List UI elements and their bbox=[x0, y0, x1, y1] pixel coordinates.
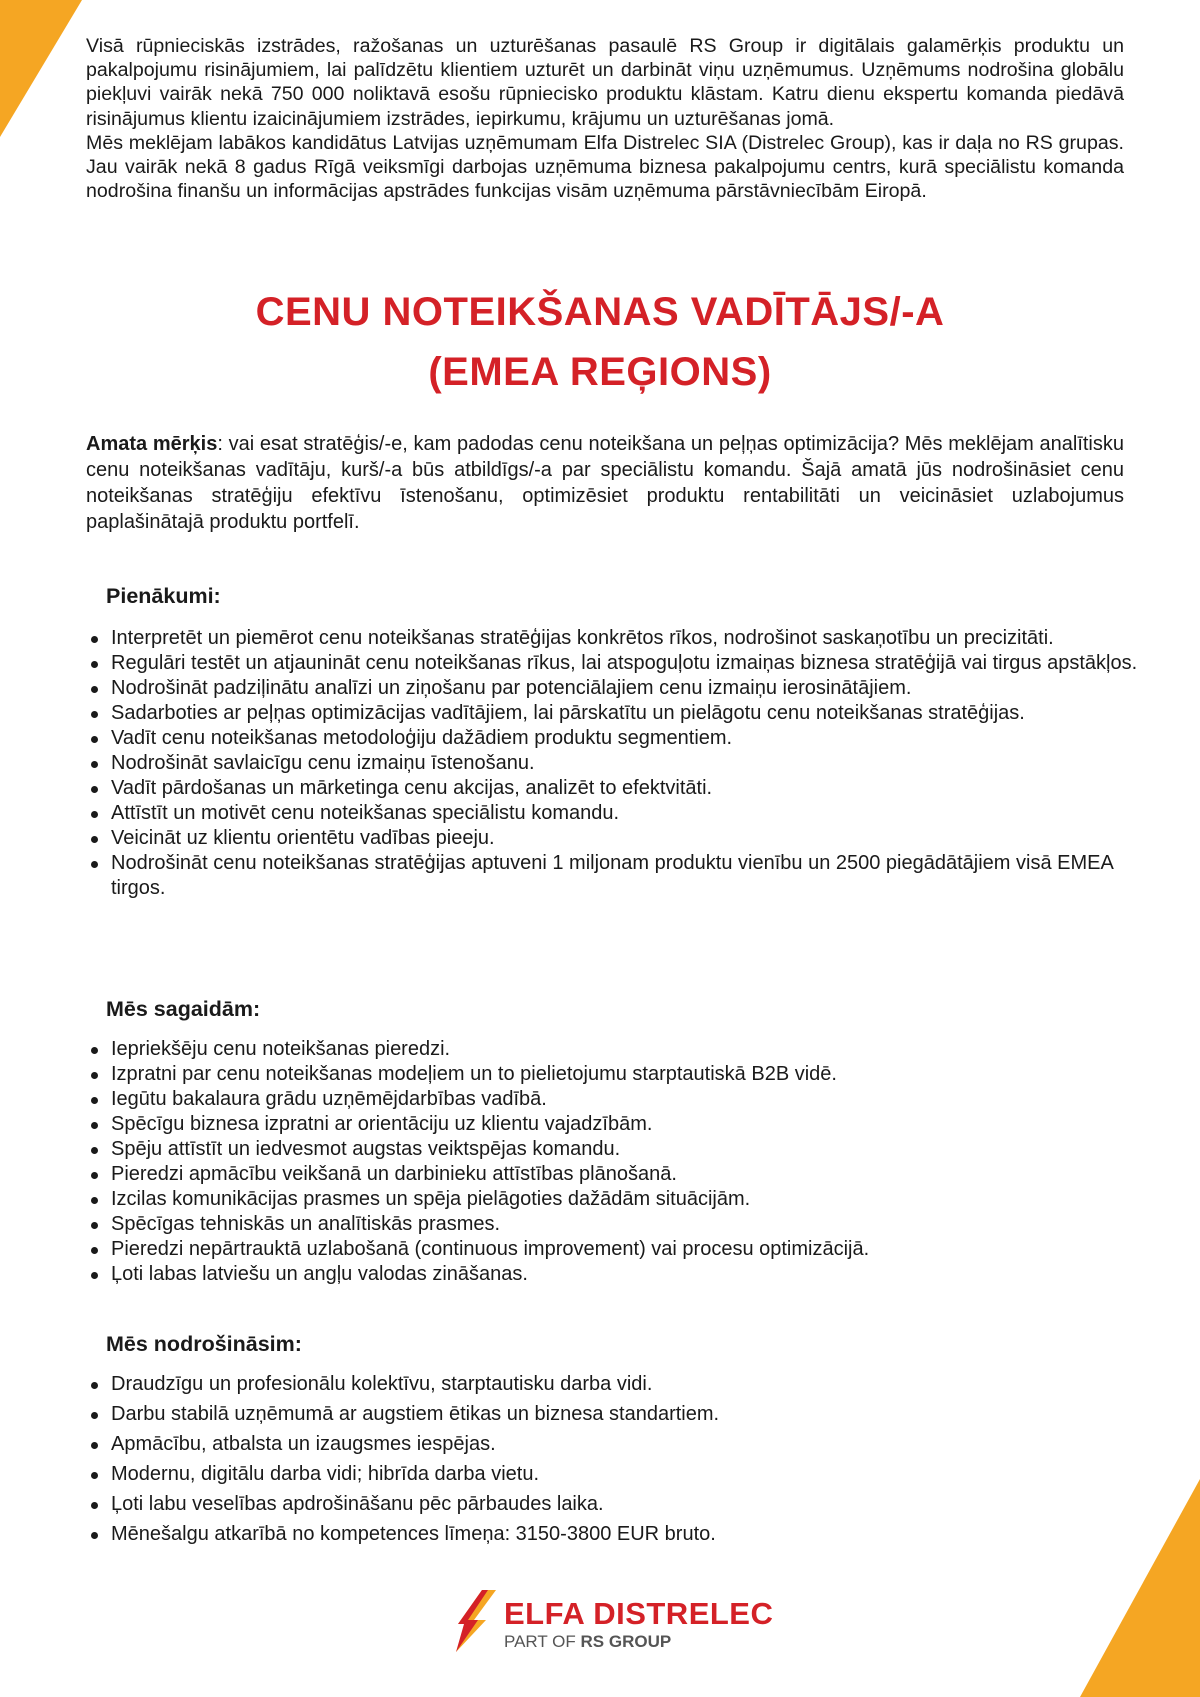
list-item: Nodrošināt padziļinātu analīzi un ziņošanu par potenciālajiem cenu izmaiņu ierosinātājiem. bbox=[111, 676, 1151, 701]
list-item: Vadīt cenu noteikšanas metodoloģiju dažādiem produktu segmentiem. bbox=[111, 726, 1151, 751]
duties-list bbox=[86, 626, 1151, 901]
intro-text bbox=[86, 34, 1124, 203]
list-item: Nodrošināt savlaicīgu cenu izmaiņu īstenošanu. bbox=[111, 751, 1151, 776]
list-item: Izcilas komunikācijas prasmes un spēja pielāgoties dažādām situācijām. bbox=[111, 1187, 1151, 1212]
list-item: Attīstīt un motivēt cenu noteikšanas speciālistu komandu. bbox=[111, 801, 1151, 826]
tagline-group: RS GROUP bbox=[580, 1632, 672, 1651]
list-item: Izpratni par cenu noteikšanas modeļiem un to pielietojumu starptautiskā B2B vidē. bbox=[111, 1062, 1151, 1087]
tagline-prefix: PART OF bbox=[504, 1632, 581, 1651]
list-item: Iepriekšēju cenu noteikšanas pieredzi. bbox=[111, 1037, 1151, 1062]
list-item: Interpretēt un piemērot cenu noteikšanas stratēģijas konkrētos rīkos, nodrošinot saskaņotību un precizitāti. bbox=[111, 626, 1151, 651]
list-item: Spēju attīstīt un iedvesmot augstas veiktspējas komandu. bbox=[111, 1137, 1151, 1162]
list-item: Pieredzi nepārtrauktā uzlabošanā (continuous improvement) vai procesu optimizācijā. bbox=[111, 1237, 1151, 1262]
list-item: Ļoti labu veselības apdrošināšanu pēc pārbaudes laika. bbox=[111, 1492, 1151, 1517]
list-item: Regulāri testēt un atjaunināt cenu noteikšanas rīkus, lai atspoguļotu izmaiņas biznesa stratēģijā vai tirgus apstākļos. bbox=[111, 651, 1151, 676]
list-item: Nodrošināt cenu noteikšanas stratēģijas aptuveni 1 miljonam produktu vienību un 2500 piegādātājiem visā EMEA tirgos. bbox=[111, 851, 1151, 901]
lightning-bolt-icon bbox=[452, 1590, 500, 1652]
list-item: Veicināt uz klientu orientētu vadības pieeju. bbox=[111, 826, 1151, 851]
intro-paragraph-hiring: Mēs meklējam labākos kandidātus Latvijas uzņēmumam Elfa Distrelec SIA (Distrelec Group), kas ir daļa no RS grupas. Jau vairāk nekā 8 gadus Rīgā veiksmīgi darbojas uzņēmuma biznesa pakalpojumu centrs, kurā speciālistu komanda nodrošina finanšu un informācijas apstrādes funkcijas visām uzņēmuma pārstāvniecībām Eiropā. bbox=[86, 131, 1124, 203]
job-title-line-1: CENU NOTEIKŠANAS VADĪTĀJS/-A bbox=[255, 290, 945, 334]
list-item: Ļoti labas latviešu un angļu valodas zināšanas. bbox=[111, 1262, 1151, 1287]
intro-paragraph-company: Visā rūpnieciskās izstrādes, ražošanas un uzturēšanas pasaulē RS Group ir digitālais galamērķis produktu un pakalpojumu risinājumiem, lai palīdzētu klientiem uzturēt un darbināt viņu uzņēmumus. Uzņēmums nodrošina globālu piekļuvi vairāk nekā 750 000 noliktavā esošu rūpniecisko produktu klāstam. Katru dienu ekspertu komanda piedāvā risinājumus klientu izaicinājumiem izstrādes, iepirkumu, krājumu un uzturēšanas jomā. bbox=[86, 35, 1124, 130]
offers-list bbox=[86, 1372, 1151, 1552]
job-purpose bbox=[86, 431, 1124, 535]
brand-tagline bbox=[504, 1632, 671, 1652]
job-title-line-2: (EMEA REĢIONS) bbox=[428, 350, 772, 394]
corner-decoration-top-left bbox=[0, 0, 82, 137]
list-item: Pieredzi apmācību veikšanā un darbinieku attīstības plānošanā. bbox=[111, 1162, 1151, 1187]
list-item: Sadarboties ar peļņas optimizācijas vadītājiem, lai pārskatītu un pielāgotu cenu noteikšanas stratēģijas. bbox=[111, 701, 1151, 726]
job-purpose-label: Amata mērķis bbox=[86, 433, 218, 455]
requirements-heading: Mēs sagaidām: bbox=[106, 997, 261, 1021]
list-item: Draudzīgu un profesionālu kolektīvu, starptautisku darba vidi. bbox=[111, 1372, 1151, 1397]
brand-name: ELFA DISTRELEC bbox=[504, 1596, 774, 1631]
job-purpose-text: : vai esat stratēģis/-e, kam padodas cenu noteikšana un peļņas optimizācija? Mēs meklējam analītisku cenu noteikšanas vadītāju, kurš/-a būs atbildīgs/-a par speciālistu komandu. Šajā amatā jūs nodrošināsiet cenu noteikšanas stratēģiju efektīvu īstenošanu, optimizēsiet produktu rentabilitāti un veicināsiet uzlabojumus paplašinātajā produktu portfelī. bbox=[86, 433, 1124, 533]
duties-heading: Pienākumi: bbox=[106, 584, 221, 608]
list-item: Darbu stabilā uzņēmumā ar augstiem ētikas un biznesa standartiem. bbox=[111, 1402, 1151, 1427]
company-logo bbox=[452, 1590, 812, 1680]
list-item: Spēcīgas tehniskās un analītiskās prasmes. bbox=[111, 1212, 1151, 1237]
list-item: Vadīt pārdošanas un mārketinga cenu akcijas, analizēt to efektvitāti. bbox=[111, 776, 1151, 801]
list-item: Modernu, digitālu darba vidi; hibrīda darba vietu. bbox=[111, 1462, 1151, 1487]
offers-heading: Mēs nodrošināsim: bbox=[106, 1332, 302, 1356]
list-item: Iegūtu bakalaura grādu uzņēmējdarbības vadībā. bbox=[111, 1087, 1151, 1112]
list-item: Mēnešalgu atkarībā no kompetences līmeņa: 3150-3800 EUR bruto. bbox=[111, 1522, 1151, 1547]
list-item: Apmācību, atbalsta un izaugsmes iespējas. bbox=[111, 1432, 1151, 1457]
job-title bbox=[0, 282, 1200, 402]
requirements-list bbox=[86, 1037, 1151, 1287]
list-item: Spēcīgu biznesa izpratni ar orientāciju uz klientu vajadzībām. bbox=[111, 1112, 1151, 1137]
